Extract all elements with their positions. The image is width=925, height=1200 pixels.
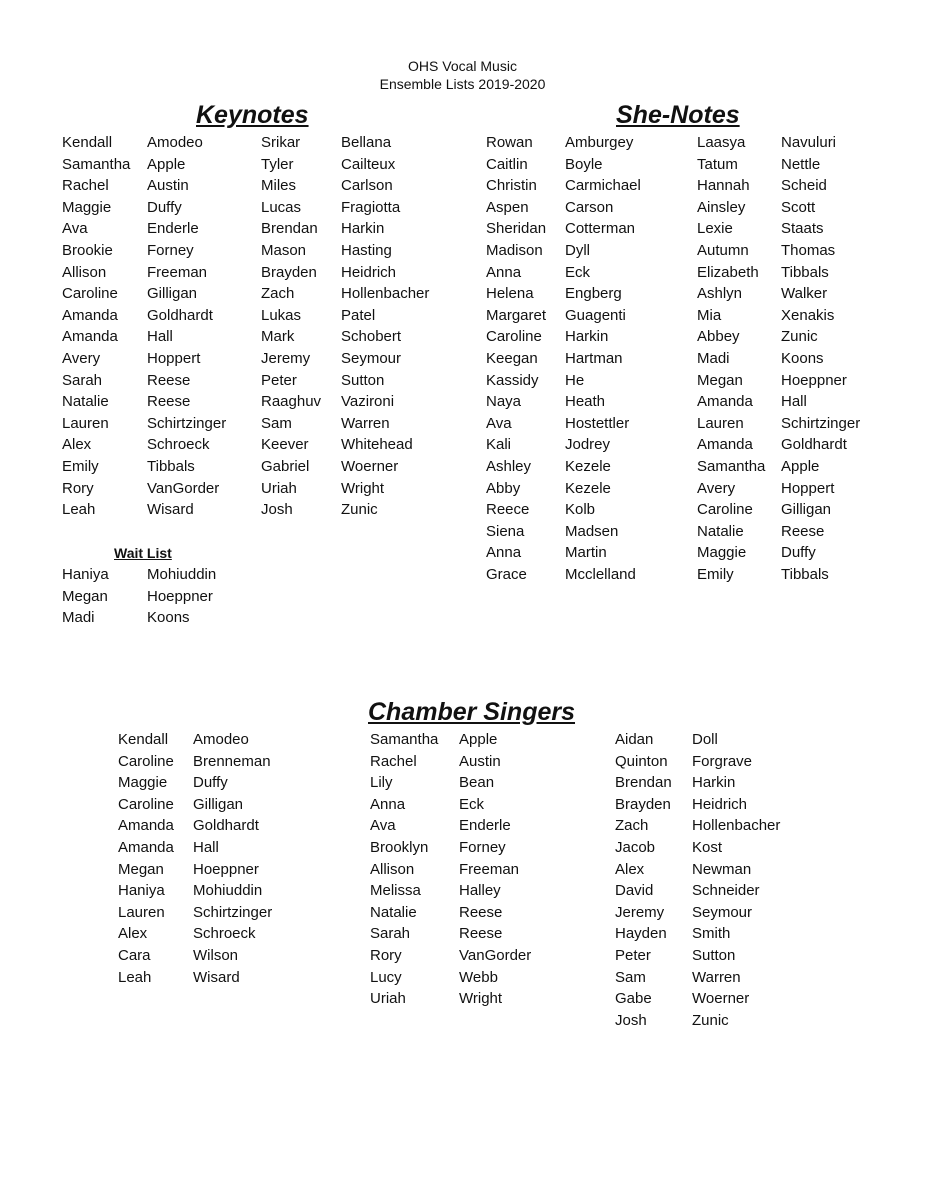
name-entry: Alex [118,925,148,943]
name-entry: Heath [565,393,606,411]
name-entry: Walker [781,285,828,303]
document-header [0,57,925,93]
name-entry: Ava [370,817,396,835]
name-entry: Sheridan [486,220,547,238]
name-entry: Jodrey [565,436,611,454]
name-entry: Hall [781,393,807,411]
name-entry: Natalie [62,393,109,411]
name-entry: Wright [341,479,385,497]
name-entry: Naya [486,393,522,411]
name-entry: Hayden [615,925,667,943]
name-entry: Keegan [486,349,538,367]
name-entry: Gabe [615,990,652,1008]
name-entry: Lucy [370,968,402,986]
name-entry: Heidrich [341,263,397,281]
name-entry: Staats [781,220,824,238]
name-entry: Rachel [370,752,417,770]
name-entry: Jeremy [615,903,665,921]
name-entry: Maggie [697,544,747,562]
keynotes-col1-first-names [62,132,130,521]
chamber-col2-first-names [370,729,438,1010]
name-entry: Reese [147,371,191,389]
name-entry: Avery [697,479,736,497]
name-entry: Miles [261,177,297,195]
name-entry: Anna [486,263,522,281]
name-entry: Wilson [193,946,239,964]
name-entry: Peter [261,371,297,389]
name-entry: Halley [459,882,501,900]
name-entry: Vazironi [341,393,395,411]
name-entry: Forney [147,241,194,259]
name-entry: Mohiuddin [147,566,217,583]
name-entry: Uriah [370,990,406,1008]
name-entry: Brooklyn [370,838,429,856]
name-entry: Anna [370,795,406,813]
name-entry: Bean [459,774,495,792]
name-entry: Autumn [697,241,749,259]
name-entry: Margaret [486,306,547,324]
keynotes-col1-last-names [147,132,226,521]
name-entry: Hollenbacher [692,817,781,835]
name-entry: Mohiuddin [193,882,263,900]
name-entry: Josh [261,501,293,519]
name-entry: Rory [62,479,94,497]
keynotes-col2-first-names [261,132,321,521]
name-entry: Schneider [692,882,760,900]
name-entry: Schroeck [147,436,210,454]
name-entry: Dyll [565,241,590,259]
name-entry: Peter [615,946,651,964]
name-entry: Hoeppner [781,371,847,389]
name-entry: Brenneman [193,752,271,770]
name-entry: Freeman [147,263,208,281]
name-entry: Megan [118,860,164,878]
name-entry: Amanda [697,436,753,454]
name-entry: Uriah [261,479,297,497]
name-entry: Carmichael [565,177,641,195]
name-entry: Goldhardt [781,436,847,454]
name-entry: Mason [261,241,307,259]
name-entry: Hasting [341,241,392,259]
wait-list-last-names [147,564,216,629]
name-entry: Tibbals [147,457,195,475]
name-entry: Caroline [118,795,174,813]
name-entry: Freeman [459,860,520,878]
name-entry: Doll [692,731,718,748]
name-entry: Emily [697,565,734,583]
name-entry: Rachel [62,177,109,195]
name-entry: Alex [615,860,645,878]
name-entry: Megan [697,371,743,389]
name-entry: Koons [147,609,190,627]
name-entry: Rowan [486,134,533,151]
name-entry: Wright [459,990,503,1008]
name-entry: Hoppert [781,479,835,497]
name-entry: Sarah [370,925,411,943]
name-entry: Tatum [697,155,738,173]
name-entry: Guagenti [565,306,626,324]
name-entry: Caitlin [486,155,528,173]
name-entry: Reese [459,903,503,921]
name-entry: Hall [147,328,173,346]
name-entry: Scott [781,198,816,216]
name-entry: Zunic [781,328,818,346]
name-entry: Martin [565,544,607,562]
she-notes-col1-first-names [486,132,546,585]
name-entry: Apple [781,457,820,475]
name-entry: Maggie [62,198,112,216]
name-entry: Leah [118,968,152,986]
name-entry: Newman [692,860,752,878]
name-entry: Amanda [62,328,118,346]
name-entry: Enderle [459,817,511,835]
name-entry: Eck [459,795,485,813]
name-entry: Sam [261,414,292,432]
name-entry: Abbey [697,328,740,346]
name-entry: Kost [692,838,723,856]
name-entry: Tibbals [781,565,829,583]
name-entry: Fragiotta [341,198,401,216]
name-entry: Kendall [118,731,169,748]
name-entry: Schirtzinger [781,414,861,432]
name-entry: Duffy [781,544,816,562]
name-entry: Hall [193,838,219,856]
name-entry: Keever [261,436,309,454]
name-entry: Lily [370,774,393,792]
name-entry: Carlson [341,177,393,195]
name-entry: Forney [459,838,506,856]
name-entry: Sutton [692,946,736,964]
name-entry: Carson [565,198,614,216]
name-entry: Caroline [486,328,542,346]
name-entry: Warren [692,968,741,986]
name-entry: Caroline [62,285,118,303]
name-entry: Madison [486,241,543,259]
name-entry: Reese [147,393,191,411]
name-entry: Harkin [692,774,736,792]
name-entry: Haniya [118,882,165,900]
name-entry: Avery [62,349,101,367]
name-entry: Rory [370,946,402,964]
name-entry: Alex [62,436,92,454]
name-entry: VanGorder [147,479,220,497]
name-entry: Lukas [261,306,302,324]
name-entry: Srikar [261,134,301,151]
name-entry: Kezele [565,457,611,475]
name-entry: Haniya [62,566,109,583]
name-entry: Christin [486,177,537,195]
name-entry: Raaghuv [261,393,322,411]
name-entry: Amanda [118,838,174,856]
keynotes-title: Keynotes [196,101,309,129]
name-entry: Cotterman [565,220,636,238]
name-entry: Reese [781,522,825,540]
name-entry: Apple [147,155,186,173]
name-entry: Whitehead [341,436,413,454]
she-notes-col2-first-names [697,132,765,585]
name-entry: Cara [118,946,151,964]
name-entry: Cailteux [341,155,396,173]
name-entry: Zach [261,285,295,303]
name-entry: Woerner [692,990,750,1008]
name-entry: Amanda [62,306,118,324]
name-entry: Abby [486,479,521,497]
name-entry: Tibbals [781,263,829,281]
name-entry: Duffy [147,198,182,216]
name-entry: Tyler [261,155,294,173]
name-entry: Reese [459,925,503,943]
name-entry: Goldhardt [147,306,213,324]
name-entry: David [615,882,654,900]
name-entry: Natalie [697,522,744,540]
name-entry: Sam [615,968,646,986]
name-entry: Gilligan [781,501,832,519]
chamber-col1-last-names [193,729,272,988]
name-entry: Allison [370,860,415,878]
name-entry: Madsen [565,522,619,540]
she-notes-col1-last-names [565,132,641,585]
name-entry: Brendan [261,220,318,238]
name-entry: Xenakis [781,306,835,324]
name-entry: Quinton [615,752,668,770]
name-entry: Kendall [62,134,113,151]
name-entry: Mark [261,328,295,346]
name-entry: Schroeck [193,925,256,943]
name-entry: Leah [62,501,96,519]
name-entry: Caroline [118,752,174,770]
name-entry: Samantha [370,731,439,748]
name-entry: Ava [486,414,512,432]
name-entry: Josh [615,1011,647,1029]
name-entry: Lexie [697,220,733,238]
name-entry: Samantha [62,155,131,173]
she-notes-col2-last-names [781,132,860,585]
name-entry: Amburgey [565,134,634,151]
name-entry: Scheid [781,177,827,195]
she-notes-title: She-Notes [616,101,740,129]
name-entry: Helena [486,285,534,303]
name-entry: Zunic [692,1011,729,1029]
name-entry: Maggie [118,774,168,792]
name-entry: Warren [341,414,390,432]
name-entry: Enderle [147,220,199,238]
name-entry: Madi [697,349,730,367]
name-entry: Lucas [261,198,302,216]
name-entry: Hoeppner [147,587,213,605]
name-entry: Amanda [697,393,753,411]
chamber-singers-title: Chamber Singers [368,698,576,726]
name-entry: Schobert [341,328,402,346]
header-line-2: Ensemble Lists 2019-2020 [379,76,546,92]
name-entry: Zach [615,817,649,835]
name-entry: Amanda [118,817,174,835]
name-entry: Ava [62,220,88,238]
name-entry: Hoppert [147,349,201,367]
name-entry: Engberg [565,285,622,303]
name-entry: Brookie [62,241,113,259]
name-entry: Goldhardt [193,817,259,835]
name-entry: Sarah [62,371,103,389]
name-entry: Hartman [565,349,623,367]
wait-list-first-names [62,564,109,629]
name-entry: Kezele [565,479,611,497]
name-entry: Aidan [615,731,654,748]
name-entry: Smith [692,925,731,943]
name-entry: Schirtzinger [147,414,227,432]
name-entry: Gabriel [261,457,310,475]
name-entry: Brayden [615,795,671,813]
name-entry: Navuluri [781,134,837,151]
name-entry: Grace [486,565,527,583]
name-entry: Madi [62,609,95,627]
name-entry: Webb [459,968,498,986]
name-entry: Amodeo [193,731,249,748]
name-entry: Eck [565,263,591,281]
name-entry: Harkin [341,220,385,238]
name-entry: Siena [486,522,525,540]
name-entry: Kali [486,436,512,454]
name-entry: Ashley [486,457,532,475]
name-entry: He [565,371,585,389]
name-entry: Bellana [341,134,392,151]
name-entry: Allison [62,263,107,281]
name-entry: Aspen [486,198,529,216]
name-entry: Hannah [697,177,750,195]
name-entry: Lauren [697,414,744,432]
name-entry: Anna [486,544,522,562]
name-entry: Austin [459,752,501,770]
name-entry: Thomas [781,241,836,259]
name-entry: Kolb [565,501,596,519]
name-entry: Hollenbacher [341,285,430,303]
name-entry: Harkin [565,328,609,346]
name-entry: Amodeo [147,134,203,151]
name-entry: Koons [781,349,824,367]
name-entry: Mia [697,306,722,324]
name-entry: Lauren [62,414,109,432]
name-entry: Woerner [341,457,399,475]
header-line-1: OHS Vocal Music [408,58,517,74]
chamber-col3-first-names [615,729,672,1031]
name-entry: Duffy [193,774,228,792]
name-entry: Jeremy [261,349,311,367]
name-entry: Caroline [697,501,753,519]
name-entry: Apple [459,731,498,748]
name-entry: Elizabeth [697,263,759,281]
name-entry: Wisard [193,968,240,986]
name-entry: Ainsley [697,198,746,216]
name-entry: Brayden [261,263,317,281]
name-entry: Forgrave [692,752,753,770]
name-entry: Zunic [341,501,378,519]
name-entry: Laasya [697,134,746,151]
name-entry: Boyle [565,155,603,173]
chamber-col3-last-names [692,729,780,1031]
name-entry: Reece [486,501,530,519]
keynotes-col2-last-names [341,132,429,521]
name-entry: VanGorder [459,946,532,964]
name-entry: Seymour [341,349,402,367]
name-entry: Austin [147,177,189,195]
name-entry: Sutton [341,371,385,389]
chamber-col2-last-names [459,729,531,1010]
chamber-col1-first-names [118,729,174,988]
name-entry: Seymour [692,903,753,921]
name-entry: Wisard [147,501,194,519]
name-entry: Lauren [118,903,165,921]
name-entry: Schirtzinger [193,903,273,921]
name-entry: Megan [62,587,108,605]
name-entry: Heidrich [692,795,748,813]
name-entry: Mcclelland [565,565,636,583]
name-entry: Ashlyn [697,285,743,303]
name-entry: Nettle [781,155,821,173]
name-entry: Hoeppner [193,860,259,878]
name-entry: Melissa [370,882,421,900]
name-entry: Gilligan [147,285,198,303]
name-entry: Kassidy [486,371,539,389]
name-entry: Jacob [615,838,656,856]
name-entry: Brendan [615,774,672,792]
name-entry: Hostettler [565,414,630,432]
name-entry: Samantha [697,457,766,475]
name-entry: Gilligan [193,795,244,813]
name-entry: Emily [62,457,99,475]
wait-list-title: Wait List [114,545,172,561]
name-entry: Patel [341,306,376,324]
name-entry: Natalie [370,903,417,921]
